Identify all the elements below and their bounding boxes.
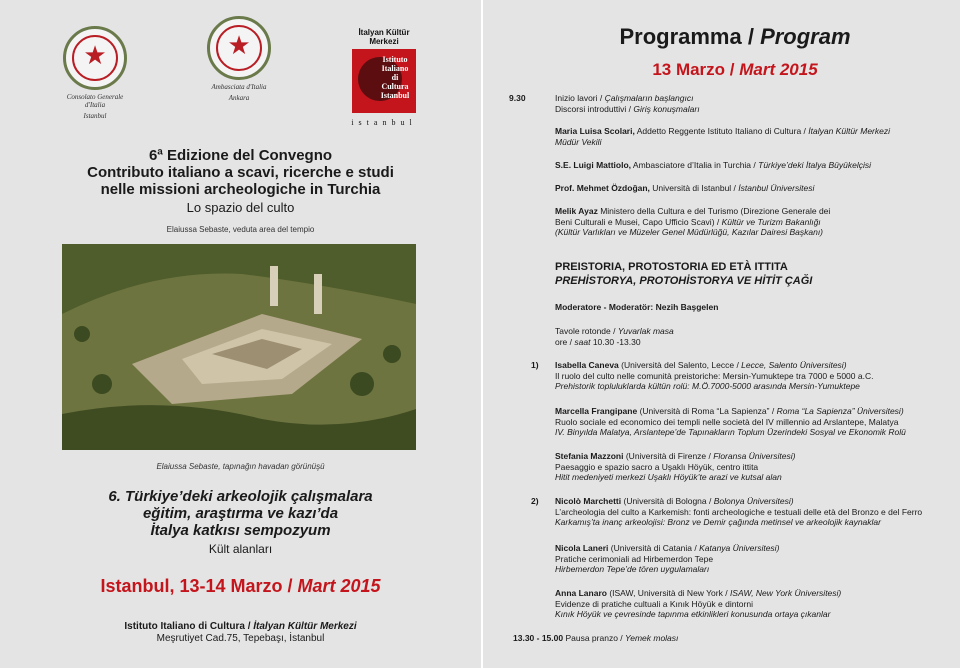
- talk-title-it: Pratiche cerimoniali ad Hirbemerdon Tepe: [555, 553, 714, 564]
- institute-logo-text-1: Istituto: [382, 55, 408, 64]
- speaker-role-tr-2: Müdür Vekili: [555, 136, 602, 147]
- venue-it: Istituto Italiano di Cultura /: [124, 621, 254, 632]
- subtitle-it: Lo spazio del culto: [186, 200, 295, 215]
- talk-speaker: Nicolò Marchetti: [555, 496, 622, 506]
- subtitle-tr: Kült alanları: [208, 542, 273, 556]
- institute-logo-bottom: istanbul: [351, 118, 417, 127]
- talk-affiliation: (Università del Salento, Lecce /: [618, 360, 742, 370]
- speaker-role-tr-2: (Kültür Varlıkları ve Müzeler Genel Müdürlüğü, Kazılar Dairesi Başkanı): [555, 227, 824, 237]
- talk-number-2: 2): [531, 496, 539, 506]
- venue: [0, 621, 481, 645]
- round-table-tr: Yuvarlak masa: [617, 326, 674, 336]
- talk-title-it: Paesaggio e spazio sacro a Uşaklı Höyük, centro ittita: [555, 461, 759, 472]
- program-title-en: Program: [760, 24, 851, 49]
- lunch-label-it: Pausa pranzo /: [563, 633, 626, 643]
- speaker-role-tr: İstanbul Üniversitesi: [738, 183, 815, 193]
- hours-value: 10.30 -13.30: [590, 336, 641, 347]
- hours-label-it: ore /: [555, 336, 575, 347]
- talk-affiliation-tr: Floransa Üniversitesi): [713, 451, 796, 461]
- speaker-mattiolo: [555, 160, 955, 171]
- time-start: 9.30: [509, 93, 526, 103]
- consulate-caption-1: Consolato Generale d'Italia: [66, 93, 124, 109]
- talk-title-it: Evidenze di pratiche cultuali a Kınık Höyük e dintorni: [555, 598, 753, 609]
- consulate-caption-2: Istanbul: [83, 112, 107, 120]
- institute-logo-text-3: di: [391, 73, 399, 82]
- section-title-it: PREISTORIA, PROTOSTORIA ED ETÀ ITTITA: [555, 261, 788, 273]
- tr-line-1: 6. Türkiye’deki arkeolojik çalışmalara: [108, 488, 373, 505]
- talk-caneva: [555, 360, 955, 392]
- talk-affiliation: (ISAW, Università di New York /: [606, 588, 730, 598]
- program-date: [555, 60, 915, 80]
- program-date-tr: Mart 2015: [739, 60, 818, 79]
- talk-laneri: [555, 543, 955, 575]
- talk-title-it: Ruolo sociale ed economico dei templi nelle società del IV millennio ad Arslantepe, Malatya: [555, 416, 899, 427]
- opening: [555, 93, 955, 114]
- speaker-name: Melik Ayaz: [555, 206, 598, 216]
- speaker-ayaz: [555, 206, 955, 238]
- talk-affiliation: (Università di Roma “La Sapienza” /: [637, 406, 777, 416]
- speaker-ozdogan: [555, 183, 955, 194]
- talk-affiliation-tr: Lecce, Salento Üniversitesi): [741, 360, 847, 370]
- talk-affiliation: (Università di Bologna /: [621, 496, 714, 506]
- talk-affiliation-tr: ISAW, New York Üniversitesi): [729, 588, 842, 598]
- session-info: [555, 326, 955, 347]
- tr-line-2: eğitim, araştırma ve kazı’da: [142, 505, 339, 522]
- opening-tr: Çalışmaların başlangıcı: [604, 93, 694, 103]
- speaker-role-tr: Kültür ve Turizm Bakanlığı: [721, 216, 821, 227]
- talk-marchetti: [555, 496, 955, 528]
- moderator: Moderatore - Moderatör: Nezih Başgelen: [555, 302, 719, 312]
- talk-title-tr: Hirbemerdon Tepe’de tören uygulamaları: [555, 564, 710, 574]
- photo-caption-it: Elaiussa Sebaste, veduta area del tempio: [166, 225, 315, 234]
- round-table-it: Tavole rotonde /: [555, 326, 618, 336]
- event-date: [0, 576, 481, 597]
- talk-affiliation-tr: Roma “La Sapienza” Üniversitesi): [776, 406, 904, 416]
- tr-line-3: İtalya katkısı sempozyum: [150, 522, 331, 539]
- embassy-caption-2: Ankara: [228, 94, 250, 102]
- talk-affiliation: (Università di Firenze /: [623, 451, 714, 461]
- embassy-logo: [204, 16, 274, 102]
- institute-logo-box: [352, 49, 416, 113]
- speaker-role: Ambasciatore d’Italia in Turchia /: [631, 160, 759, 170]
- talk-speaker: Isabella Caneva: [555, 360, 619, 370]
- speaker-name: Maria Luisa Scolari,: [555, 126, 635, 136]
- talk-frangipane: [555, 406, 955, 438]
- talk-affiliation-tr: Bolonya Üniversitesi): [713, 496, 794, 506]
- talk-affiliation: (Università di Catania /: [608, 543, 700, 553]
- program-date-it: 13 Marzo /: [652, 60, 740, 79]
- talk-lanaro: [555, 588, 955, 620]
- talk-speaker: Marcella Frangipane: [555, 406, 638, 416]
- institute-logo: [344, 28, 424, 127]
- emblem-seal-icon: ★: [207, 16, 271, 80]
- section-title-tr: PREHİSTORYA, PROTOHİSTORYA VE HİTİT ÇAĞI: [555, 275, 813, 287]
- speeches-tr: Giriş konuşmaları: [633, 103, 700, 114]
- temple-aerial-photo: [62, 244, 416, 450]
- hours-label-tr: saat: [574, 336, 591, 347]
- talk-number-1: 1): [531, 360, 539, 370]
- talk-title-it: Il ruolo del culto nelle comunità preistoriche: Mersin-Yumuktepe tra 7000 e 5000 a.C.: [555, 370, 874, 381]
- lunch-time: 13.30 - 15.00: [513, 633, 564, 643]
- talk-speaker: Anna Lanaro: [555, 588, 607, 598]
- program-title: [555, 24, 915, 50]
- emblem-seal-icon: ★: [63, 26, 127, 90]
- talk-title-tr: Hitit medeniyeti merkezi Uşaklı Höyük’te arazi ve kutsal alan: [555, 472, 782, 482]
- speeches-it: Discorsi introduttivi /: [555, 103, 634, 114]
- speaker-scolari: [555, 126, 955, 147]
- institute-logo-text-5: Istanbul: [380, 91, 410, 100]
- section-title: [555, 260, 955, 288]
- consulate-logo: [60, 26, 130, 120]
- right-panel: [483, 0, 960, 668]
- conference-title: [0, 147, 481, 198]
- speaker-role: Addetto Reggente Istituto Italiano di Cultura /: [634, 126, 809, 136]
- speaker-role-tr: Türkiye’deki İtalya Büyükelçisi: [758, 160, 872, 170]
- lunch-label-tr: Yemek molası: [625, 633, 679, 643]
- talk-speaker: Stefania Mazzoni: [555, 451, 624, 461]
- talk-title-tr: IV. Binyılda Malatya, Arslantepe’de Tapınakların Toplum Üzerindeki Sosyal ve Ekonomik Rolü: [555, 427, 906, 437]
- institute-logo-text-4: Cultura: [381, 82, 409, 91]
- edition-line: 6ª Edizione del Convegno: [148, 147, 333, 164]
- embassy-caption-1: Ambasciata d'Italia: [211, 83, 267, 91]
- speaker-name: Prof. Mehmet Özdoğan,: [555, 183, 650, 193]
- speaker-role: Università di Istanbul /: [649, 183, 739, 193]
- talk-title-tr: Prehistorik topluluklarda kültün rolü: M.Ö.7000-5000 arasında Mersin-Yumuktepe: [555, 381, 860, 391]
- talk-mazzoni: [555, 451, 955, 483]
- venue-address: Meşrutiyet Cad.75, Tepebaşı, İstanbul: [156, 633, 325, 644]
- opening-it: Inizio lavori /: [555, 93, 605, 103]
- event-date-it: Istanbul, 13-14 Marzo /: [100, 576, 298, 596]
- talk-affiliation-tr: Katanya Üniversitesi): [699, 543, 780, 553]
- lunch-break: [513, 633, 678, 644]
- photo-caption-tr: Elaiussa Sebaste, tapınağın havadan görünüşü: [156, 462, 325, 471]
- talk-title-tr: Karkamış’ta inanç arkeolojisi: Bronz ve Demir çağında metinsel ve arkeolojik kaynaklar: [555, 517, 881, 527]
- speaker-name: S.E. Luigi Mattiolo,: [555, 160, 632, 170]
- talk-speaker: Nicola Laneri: [555, 543, 609, 553]
- speaker-role-2: Beni Culturali e Musei, Capo Ufficio Scavi) /: [555, 216, 722, 227]
- title-line-2: nelle missioni archeologiche in Turchia: [100, 181, 381, 198]
- talk-title-it: L’archeologia del culto a Karkemish: fonti archeologiche e testuali delle età del Bronzo e del Ferro: [555, 506, 923, 517]
- event-date-tr: Mart 2015: [297, 576, 381, 596]
- program-title-it: Programma /: [619, 24, 761, 49]
- turkish-title: [0, 488, 481, 539]
- title-line-1: Contributo italiano a scavi, ricerche e studi: [87, 164, 394, 181]
- talk-title-tr: Kınık Höyük ve çevresinde tapınma etkinlikleri konusunda ortaya çıkanlar: [555, 609, 831, 619]
- institute-logo-top: İtalyan Kültür Merkezi: [358, 28, 410, 46]
- venue-tr: İtalyan Kültür Merkezi: [253, 621, 357, 632]
- speaker-role-tr: İtalyan Kültür Merkezi: [808, 126, 890, 136]
- speaker-role: Ministero della Cultura e del Turismo (Direzione Generale dei: [597, 206, 831, 216]
- institute-logo-text-2: Italiano: [381, 64, 409, 73]
